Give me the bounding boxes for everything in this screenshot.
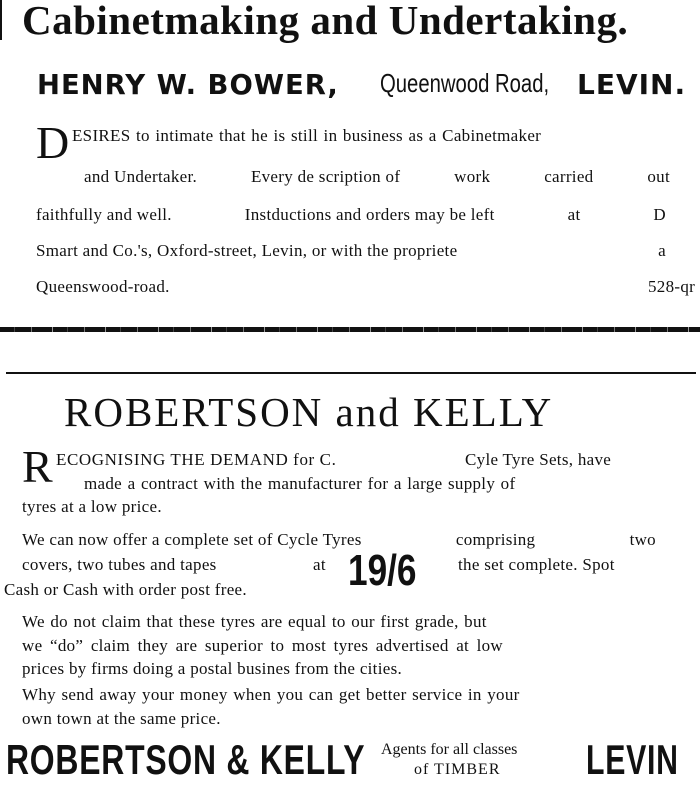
ad1-address-street: Queenwood Road, [380,68,550,98]
section-divider-rough [0,327,700,332]
ad1-line-3 [36,205,666,225]
ad2-heading: ROBERTSON and KELLY [64,389,554,435]
ad2-p1-line-1-a: ECOGNISING THE DEMAND for C. [56,450,337,469]
ad2-p4-line-1: Why send away your money when you can get better service in your [22,685,520,704]
ad2-p2-line-2-a: covers, two tubes and tapes [22,555,217,574]
ad2-footer-agents-line-1: Agents for all classes [381,741,518,758]
ad2-p3-line-3: prices by firms doing a postal busines from the cities. [22,659,403,678]
ad2-p2-line-1-c: two [629,530,656,549]
ad2-footer-town: LEVIN [586,736,679,783]
ad2-p2-line-1-a: We can now offer a complete set of Cycle Tyres [22,530,362,549]
ad2-footer-agents-line-2: of TIMBER [414,761,501,778]
ad1-reference-code: 528-qr [648,277,696,296]
ad1-line-4 [36,241,666,261]
ad1-line-3-a: faithfully and well. [36,205,172,224]
ad1-line-2-e: out [647,167,670,186]
ad1-line-3-c: at [567,205,581,224]
ad2-p3-line-1: We do not claim that these tyres are equal to our first grade, but [22,612,487,631]
ad2-p2-line-3: Cash or Cash with order post free. [4,580,247,599]
ad1-line-2-a: and Undertaker. [84,167,198,186]
ad1-line-3-d: D [653,205,666,224]
ad2-p1-line-3: tyres at a low price. [22,497,162,516]
ad2-p2-line-1 [22,530,656,550]
left-border-line [0,0,2,40]
ad1-heading: Cabinetmaking and Undertaking. [22,0,629,43]
ad1-line-2-d: carried [544,167,594,186]
ad2-p3-line-2: we “do” claim they are superior to most tyres advertised at low [22,636,504,655]
ad1-line-2 [84,167,670,187]
ad2-p2-line-2-b: at [313,555,326,574]
ad1-line-1: ESIRES to intimate that he is still in business as a Cabinetmaker [72,126,542,145]
ad1-line-2-b: Every de scription of [250,167,401,186]
ad2-footer-name: ROBERTSON & KELLY [6,736,366,783]
ad2-p1-line-1-b: Cyle Tyre Sets, have [465,450,612,469]
ad2-p2-line-1-b: comprising [455,530,536,549]
ad2-price: 19/6 [348,546,417,595]
ad1-line-4-a: Smart and Co.'s, Oxford-street, Levin, or with the propriete [36,241,458,260]
ad1-address-town: LEVIN. [577,68,687,101]
ad1-line-2-c: work [454,167,491,186]
ad1-line-5: Queenswood-road. [36,277,170,296]
ad1-drop-cap: D [36,117,70,168]
ad2-p4-line-2: own town at the same price. [22,709,221,728]
ad1-proprietor-name: HENRY W. BOWER, [37,68,339,101]
ad1-line-4-b: a [658,241,666,260]
ad2-drop-cap: R [22,441,53,492]
ad1-line-3-b: Instductions and orders may be left [244,205,495,224]
ad2-p1-line-2: made a contract with the manufacturer for a large supply of [84,474,516,493]
section-divider-thin [6,372,696,374]
ad2-p2-line-2-c: the set complete. Spot [458,555,615,574]
